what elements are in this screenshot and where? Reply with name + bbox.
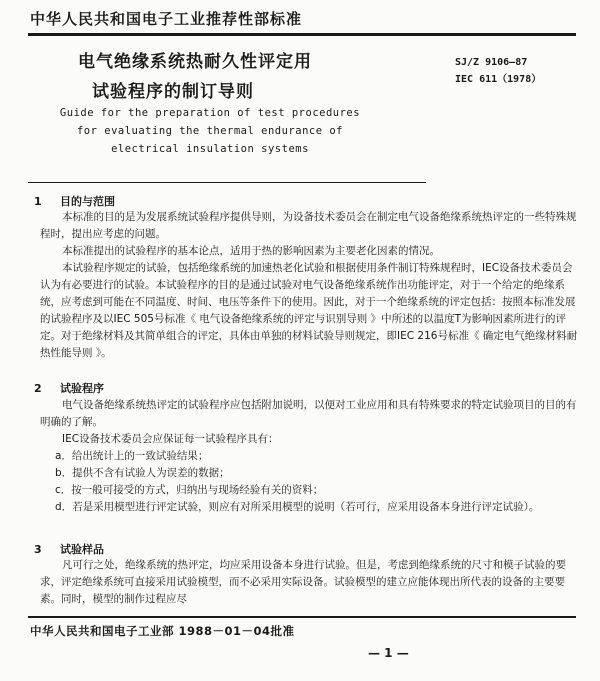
paragraph: 凡可行之处，绝缘系统的热评定，均应采用设备本身进行试验。但是，考虑到绝缘系统的尺寸和模子试验的要求，评定绝缘系统可直接采用试验模型，而不必采用实际设备。试验模型的建立应能体现出所代表的设备的主要要素。同时，模型的制作过程应尽 <box>40 559 566 605</box>
standard-code: SJ/Z 9106—87 <box>455 57 528 68</box>
list-item: a．给出统计上的一致试验结果； <box>55 450 209 462</box>
section-heading-2 <box>34 380 104 396</box>
section-heading-3 <box>34 541 104 557</box>
english-title-line3: electrical insulation systems <box>111 143 309 155</box>
paragraph: 本标准的目的是为发展系统试验程序提供导则，为设备技术委员会在制定电气设备绝缘系统热评定的一些特殊规程时，提出应考虑的问题。 <box>40 211 577 240</box>
section-number: 2 <box>34 382 42 395</box>
document-title-line1: 电气绝缘系统热耐久性评定用 <box>78 52 312 72</box>
footer-rule <box>28 616 576 618</box>
paragraph: 本试验程序规定的试验，包括绝缘系统的加速热老化试验和根据使用条件制订特殊规程时，IEC设备技术委员会认为有必要进行的试验。本试验程序的目的是通过试验对电气设备绝缘系统作出功能评定，对于一个给定的绝缘系统，应考虑到可能在不同温度、时间、电压等条件下的使用。因此，对于一个绝缘系统的评定包括：按照本标准发展的试验程序及以IEC 505号标准《 电气设备绝缘系统的评定与识别导则 》中所述的以温度T为影响因素所进行的评定。对于绝缘材料及其简单组合的评定，具体由单独的材料试验导则规定，即IEC 216号标准《 确定电气绝缘材料耐热性能导则 》。 <box>40 262 578 359</box>
section-number: 1 <box>34 195 42 208</box>
approval-line: 中华人民共和国电子工业部 1988－01－04批准 <box>30 624 295 638</box>
section-heading-1 <box>34 193 115 209</box>
list-item: d．若是采用模型进行评定试验，则应有对所采用模型的说明（若可行，应采用设备本身进行评定试验）。 <box>55 501 540 513</box>
section-2-body <box>40 397 580 448</box>
section-3-body <box>40 557 580 608</box>
section-1-body <box>40 209 580 362</box>
english-title-line1: Guide for the preparation of test procedures <box>59 107 361 119</box>
document-title-line2: 试验程序的制订导则 <box>92 82 254 102</box>
section-title: 试验程序 <box>60 382 104 395</box>
paragraph: 本标准提出的试验程序的基本论点，适用于热的影响因素为主要老化因素的情况。 <box>62 245 440 257</box>
section-number: 3 <box>34 543 42 556</box>
paragraph: 电气设备绝缘系统热评定的试验程序应包括附加说明，以便对工业应用和具有特殊要求的特定试验项目的目的有明确的了解。 <box>40 399 577 428</box>
list-item: c．按一般可接受的方式，归纳出与现场经验有关的资料； <box>55 484 324 496</box>
english-title-line2: for evaluating the thermal endurance of <box>76 125 344 137</box>
list-item: b．提供不含有试验人为误差的数据； <box>55 467 230 479</box>
title-divider <box>28 182 426 183</box>
iec-code: IEC 611（1978） <box>455 74 542 85</box>
section-title: 试验样品 <box>60 543 104 556</box>
paragraph: IEC设备技术委员会应保证每一试验程序具有： <box>62 433 279 445</box>
issuing-authority: 中华人民共和国电子工业推荐性部标准 <box>30 10 303 28</box>
page-number: — 1 — <box>368 646 409 660</box>
section-title: 目的与范围 <box>60 195 115 208</box>
header-rule <box>28 33 576 36</box>
